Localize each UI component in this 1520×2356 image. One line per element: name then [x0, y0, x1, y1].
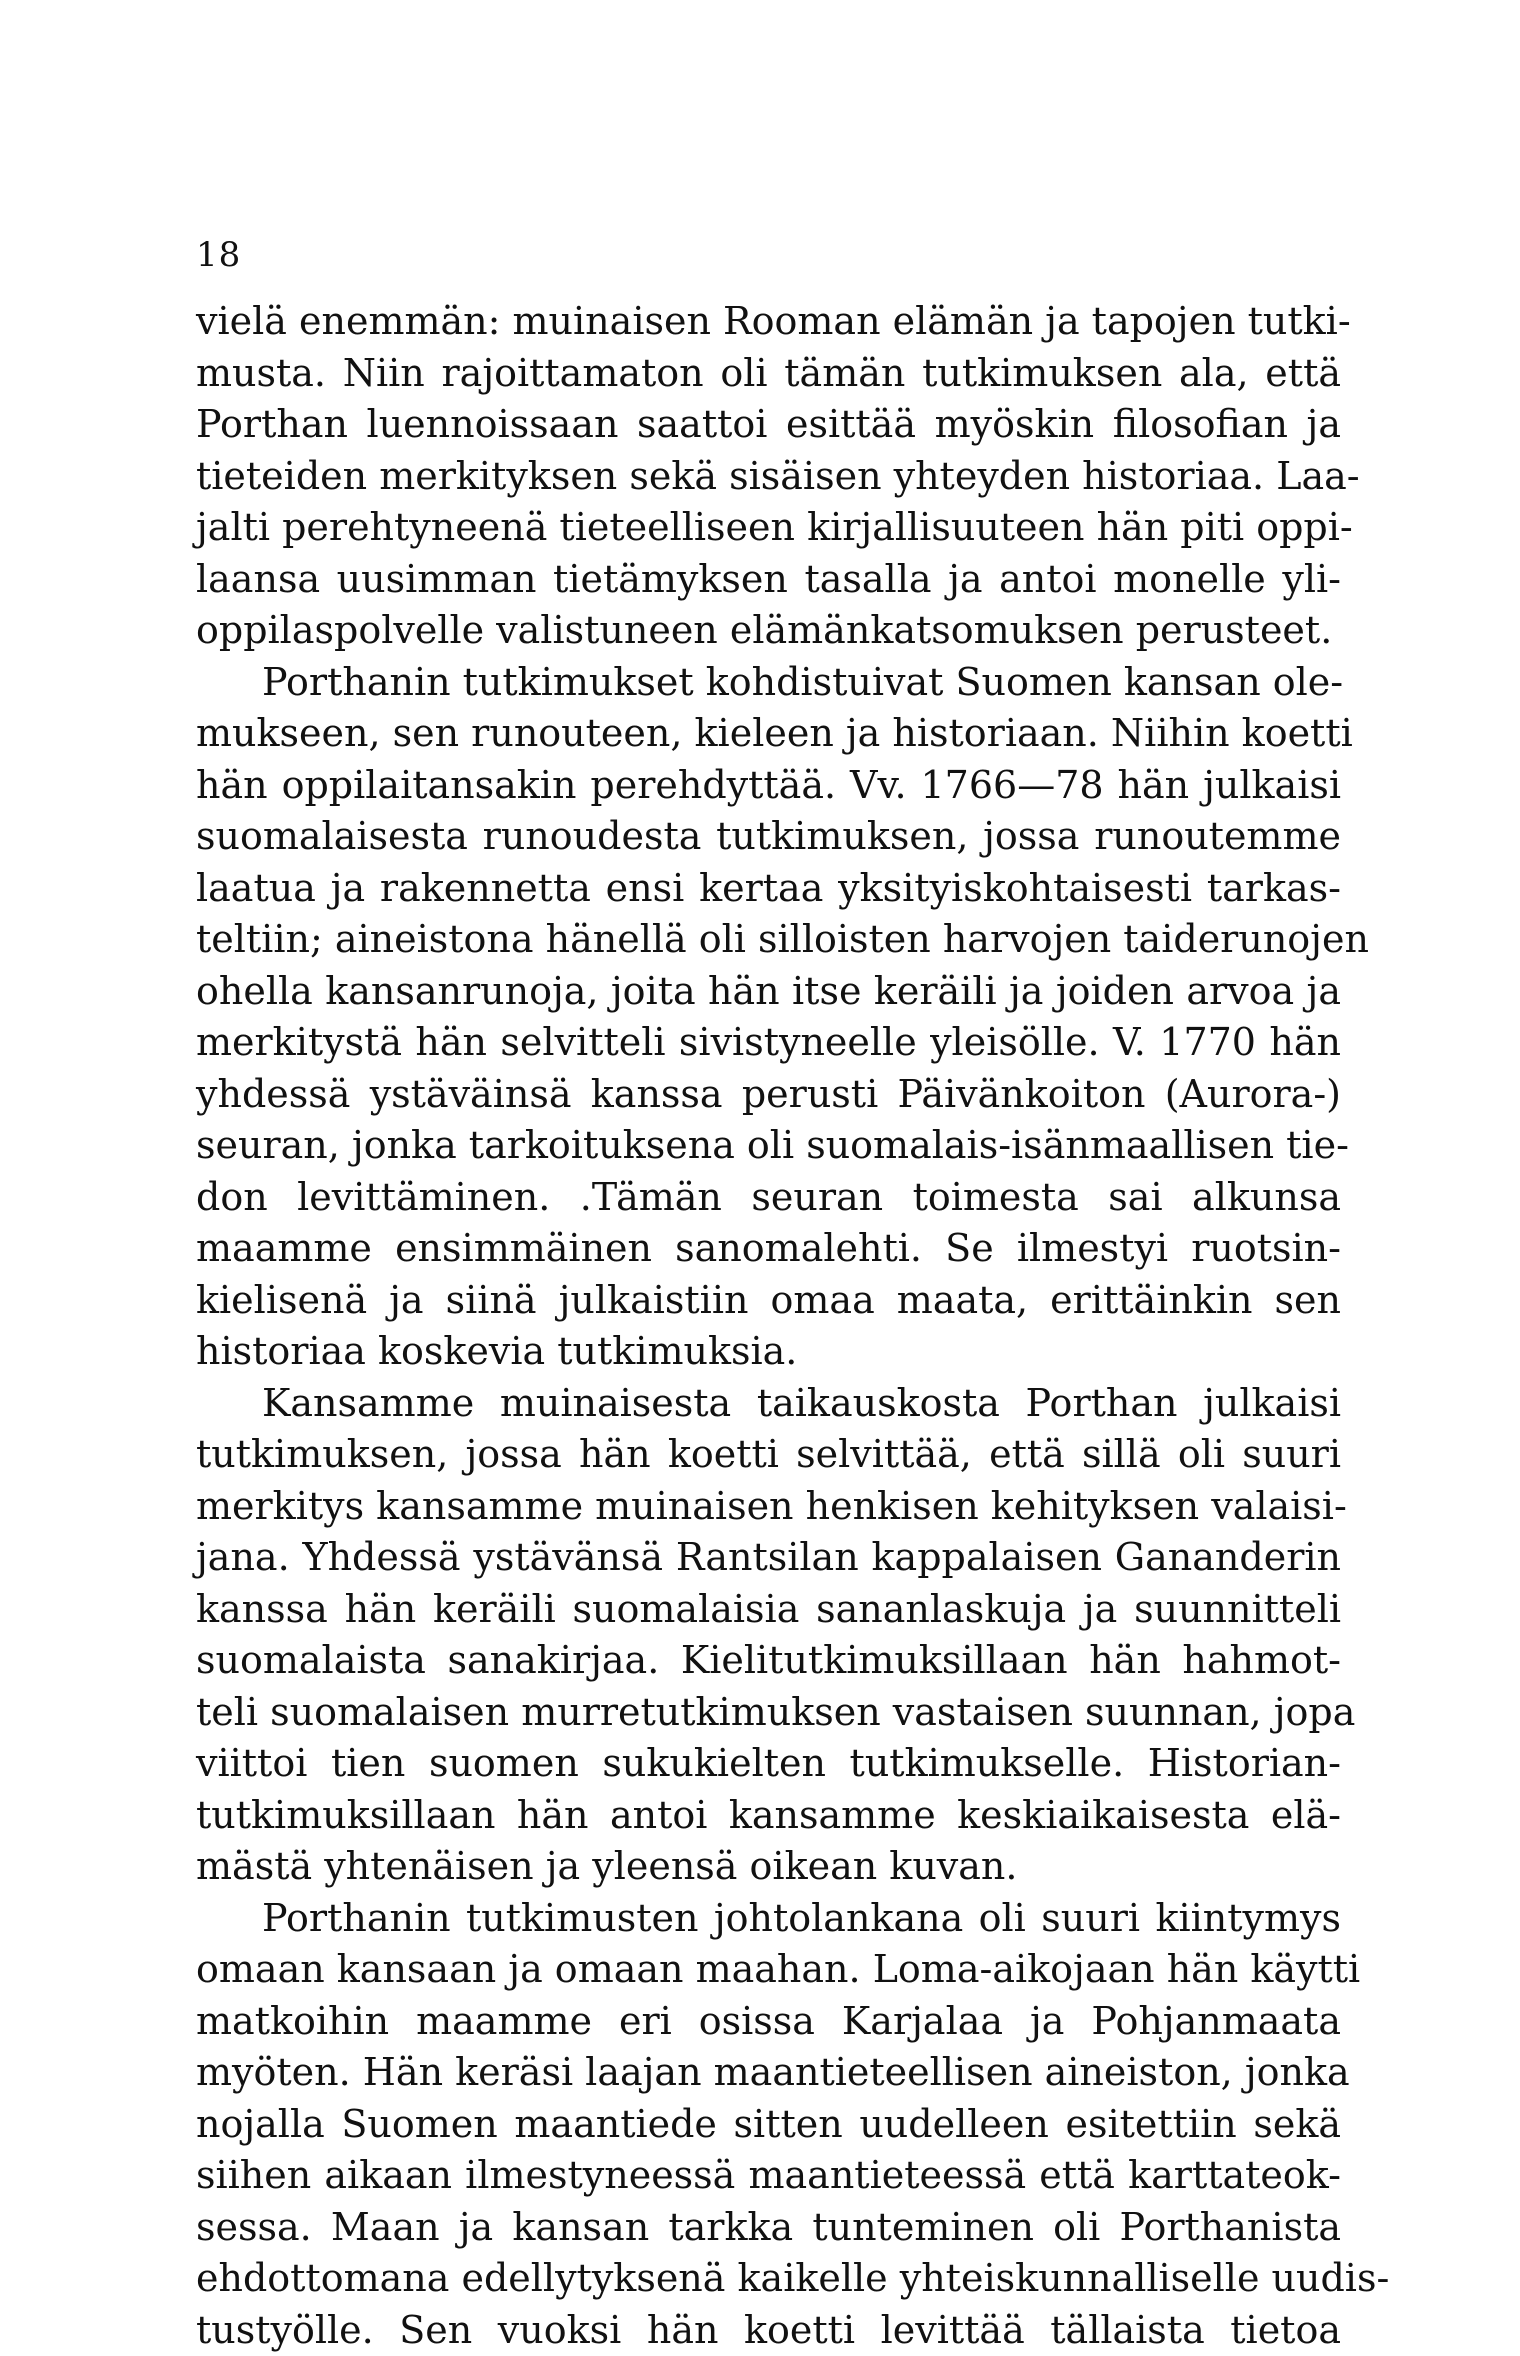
- text-line: ehdottomana edellytyksenä kaikelle yhteiskunnalliselle uudis-: [196, 2253, 1341, 2305]
- text-line: tustyölle. Sen vuoksi hän koetti levittää tällaista tietoa: [196, 2305, 1341, 2356]
- text-line: kanssa hän keräili suomalaisia sananlaskuja ja suunnitteli: [196, 1584, 1341, 1636]
- text-line: merkitys kansamme muinaisen henkisen kehityksen valaisi-: [196, 1481, 1341, 1533]
- text-line: seuran, jonka tarkoituksena oli suomalais-isänmaallisen tie-: [196, 1120, 1341, 1172]
- text-line: laansa uusimman tietämyksen tasalla ja antoi monelle yli-: [196, 554, 1341, 606]
- text-line: Porthan luennoissaan saattoi esittää myöskin filosofian ja: [196, 399, 1341, 451]
- text-line: sessa. Maan ja kansan tarkka tunteminen oli Porthanista: [196, 2202, 1341, 2254]
- text-line: musta. Niin rajoittamaton oli tämän tutkimuksen ala, että: [196, 348, 1341, 400]
- text-line: suomalaisesta runoudesta tutkimuksen, jossa runoutemme: [196, 811, 1341, 863]
- text-line: nojalla Suomen maantiede sitten uudelleen esitettiin sekä: [196, 2099, 1341, 2151]
- text-line: siihen aikaan ilmestyneessä maantieteessä että karttateok-: [196, 2150, 1341, 2202]
- text-line: yhdessä ystäväinsä kanssa perusti Päivänkoiton (Aurora-): [196, 1069, 1341, 1121]
- text-line: oppilaspolvelle valistuneen elämänkatsomuksen perusteet.: [196, 605, 1341, 657]
- text-line: jalti perehtyneenä tieteelliseen kirjallisuuteen hän piti oppi-: [196, 502, 1341, 554]
- text-line: teli suomalaisen murretutkimuksen vastaisen suunnan, jopa: [196, 1687, 1341, 1739]
- text-line: kielisenä ja siinä julkaistiin omaa maata, erittäinkin sen: [196, 1275, 1341, 1327]
- text-line: merkitystä hän selvitteli sivistyneelle yleisölle. V. 1770 hän: [196, 1017, 1341, 1069]
- text-line: mukseen, sen runouteen, kieleen ja historiaan. Niihin koetti: [196, 708, 1341, 760]
- text-line: myöten. Hän keräsi laajan maantieteellisen aineiston, jonka: [196, 2047, 1341, 2099]
- text-line: matkoihin maamme eri osissa Karjalaa ja Pohjanmaata: [196, 1996, 1341, 2048]
- text-line: ohella kansanrunoja, joita hän itse keräili ja joiden arvoa ja: [196, 966, 1341, 1018]
- text-line: tutkimuksillaan hän antoi kansamme keskiaikaisesta elä-: [196, 1790, 1341, 1842]
- text-line: hän oppilaitansakin perehdyttää. Vv. 1766—78 hän julkaisi: [196, 760, 1341, 812]
- text-line: mästä yhtenäisen ja yleensä oikean kuvan.: [196, 1841, 1341, 1893]
- text-line: tutkimuksen, jossa hän koetti selvittää, että sillä oli suuri: [196, 1429, 1341, 1481]
- paragraph-start-line: Kansamme muinaisesta taikauskosta Porthan julkaisi: [196, 1378, 1341, 1430]
- paragraph-start-line: Porthanin tutkimukset kohdistuivat Suomen kansan ole-: [196, 657, 1341, 709]
- text-line: teltiin; aineistona hänellä oli silloisten harvojen taiderunojen: [196, 914, 1341, 966]
- text-line: maamme ensimmäinen sanomalehti. Se ilmestyi ruotsin-: [196, 1223, 1341, 1275]
- body-text: [196, 296, 1341, 2356]
- text-line: suomalaista sanakirjaa. Kielitutkimuksillaan hän hahmot-: [196, 1635, 1341, 1687]
- page-number: 18: [196, 238, 241, 272]
- text-line: viittoi tien suomen sukukielten tutkimukselle. Historian-: [196, 1738, 1341, 1790]
- text-line: vielä enemmän: muinaisen Rooman elämän ja tapojen tutki-: [196, 296, 1341, 348]
- text-line: omaan kansaan ja omaan maahan. Loma-aikojaan hän käytti: [196, 1944, 1341, 1996]
- text-line: historiaa koskevia tutkimuksia.: [196, 1326, 1341, 1378]
- text-line: tieteiden merkityksen sekä sisäisen yhteyden historiaa. Laa-: [196, 451, 1341, 503]
- text-line: laatua ja rakennetta ensi kertaa yksityiskohtaisesti tarkas-: [196, 863, 1341, 915]
- paragraph-start-line: Porthanin tutkimusten johtolankana oli suuri kiintymys: [196, 1893, 1341, 1945]
- text-line: jana. Yhdessä ystävänsä Rantsilan kappalaisen Gananderin: [196, 1532, 1341, 1584]
- text-line: don levittäminen. .Tämän seuran toimesta sai alkunsa: [196, 1172, 1341, 1224]
